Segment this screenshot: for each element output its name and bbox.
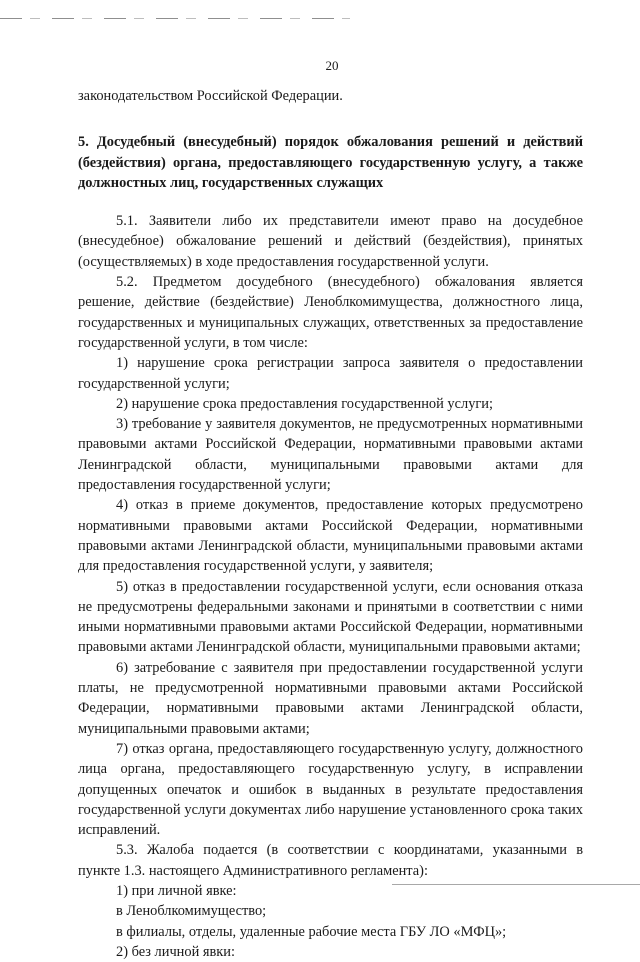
scan-artifact-top-line [0, 18, 350, 19]
submission-item-2: 2) без личной явки: [116, 943, 235, 960]
paragraph-5-3: 5.3. Жалоба подается (в соответствии с координатами, указанными в пункте 1.3. настоящего Административного регламента): [78, 842, 583, 879]
list-item-3: 3) требование у заявителя документов, не предусмотренных нормативными правовыми актами Российской Федерации, нормативными правовыми актами Ленинградской области, муниципальными правовыми актами для предоставления государственной услуги; [78, 416, 583, 494]
submission-place-1: в Леноблкомимущество; [116, 903, 267, 920]
continuation-text: законодательством Российской Федерации. [78, 88, 343, 104]
submission-item-1: 1) при личной явке: [116, 882, 237, 899]
list-item-5: 5) отказ в предоставлении государственной услуги, если основания отказа не предусмотрены федеральными законами и принятыми в соответствии с ними иными нормативными правовыми актами Российской Федерации, нормативными правовыми актами Ленинградской области, муниципальными правовыми актами; [78, 578, 583, 656]
list-item-7: 7) отказ органа, предоставляющего государственную услугу, должностного лица органа, предоставляющего государственную услугу, в исправлении допущенных опечаток и ошибок в выданных в результате предоставления государственной услуги документах либо нарушение установленного срока таких исправлений. [78, 740, 583, 839]
submission-place-2: в филиалы, отделы, удаленные рабочие места ГБУ ЛО «МФЦ»; [116, 923, 507, 940]
list-item-6: 6) затребование с заявителя при предоставлении государственной услуги платы, не предусмотренной нормативными правовыми актами Российской Федерации, нормативными правовыми актами Ленинградской области, муниципальными правовыми актами; [78, 659, 583, 737]
document-body [78, 86, 583, 962]
list-item-1: 1) нарушение срока регистрации запроса заявителя о предоставлении государственной услуги; [78, 355, 583, 392]
paragraph-5-2: 5.2. Предметом досудебного (внесудебного) обжалования является решение, действие (бездействие) Леноблкомимущества, должностного лица, государственных и муниципальных служащих, ответственных за предоставление государственной услуги, в том числе: [78, 274, 583, 351]
scan-artifact-bottom-line [392, 884, 640, 885]
section-heading: 5. Досудебный (внесудебный) порядок обжалования решений и действий (бездействия) органа, предоставляющего государственную услугу, а также должностных лиц, государственных служащих [78, 134, 583, 191]
paragraph-5-1: 5.1. Заявители либо их представители имеют право на досудебное (внесудебное) обжалование решений и действий (бездействия), принятых (осуществляемых) в ходе предоставления государственной услуги. [78, 213, 583, 270]
page-number: 20 [325, 58, 339, 73]
list-item-2: 2) нарушение срока предоставления государственной услуги; [116, 395, 493, 412]
list-item-4: 4) отказ в приеме документов, предоставление которых предусмотрено нормативными правовыми актами Российской Федерации, нормативными правовыми актами Ленинградской области, муниципальными правовыми актами для предоставления государственной услуги, у заявителя; [78, 497, 583, 575]
